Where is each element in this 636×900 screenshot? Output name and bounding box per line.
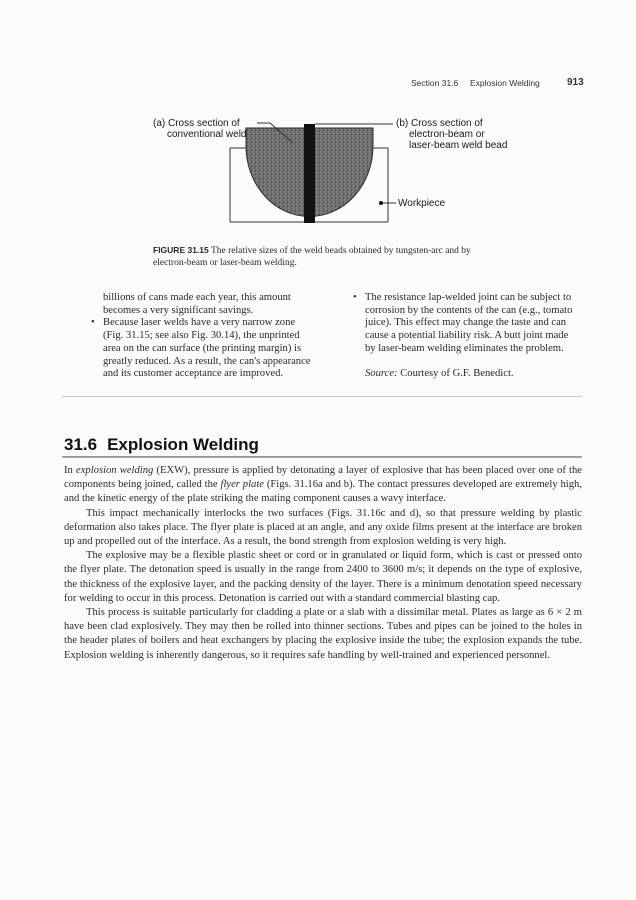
header-section: Section 31.6	[411, 78, 459, 88]
section-title: Explosion Welding	[107, 435, 259, 454]
section-rule	[62, 456, 582, 458]
box-left-column: billions of cans made each year, this amount becomes a very significant savings. • Because laser welds have a very narrow zone (Fig. 31.15; see also Fig. 30.14), the unprinted area on the can surface (the printing margin) is greatly reduced. As a result, the can's appearance and its customer acceptance are improved.	[103, 292, 321, 381]
caption-label: FIGURE 31.15	[153, 245, 209, 255]
beam-weld-bead	[304, 124, 315, 223]
label-a: (a) Cross section of conventional weld	[153, 118, 247, 140]
box-right-bullet: • The resistance lap-welded joint can be subject to corrosion by the contents of the can (e.g., tomato juice). This effect may change the taste and can cause a potential liability risk. A butt joint made by laser-beam welding eliminates the problem.	[353, 292, 573, 354]
section-number: 31.6	[64, 435, 98, 454]
body-text	[64, 464, 582, 663]
weld-bead-figure	[0, 0, 636, 240]
paragraph-4: This process is suitable particularly for cladding a plate or a slab with a dissimilar metal. Plates as large as 6 × 2 m have been clad explosively. They may then be rolled into thinner sections. Tubes and pipes can be joined to the holes in the header plates of boilers and heat exchangers by placing the explosive inside the tube; the explosion expands the tube. Explosion welding is inherently dangerous, so it requires safe handling by well-trained and experienced personnel.	[64, 607, 582, 661]
paragraph-1: In explosion welding (EXW), pressure is applied by detonating a layer of explosive that has been placed over one of the components being joined, called the flyer plate (Figs. 31.16a and b). The contact pressures developed are extremely high, and the kinetic energy of the plate striking the mating component causes a wavy interface.	[64, 465, 582, 505]
header-title: Explosion Welding	[470, 78, 540, 88]
section-heading	[64, 435, 259, 455]
box-left-bullet: • Because laser welds have a very narrow zone (Fig. 31.15; see also Fig. 30.14), the unprinted area on the can surface (the printing margin) is greatly reduced. As a result, the can's appearance and its customer acceptance are improved.	[91, 317, 311, 380]
paragraph-2: This impact mechanically interlocks the two surfaces (Figs. 31.16c and d), so that pressure welding by plastic deformation also takes place. The flyer plate is placed at an angle, and any oxide films present at the interface are broken up and propelled out of the interface. As a result, the bond strength from explosion welding is very high.	[64, 507, 582, 548]
label-b: (b) Cross section of electron-beam or laser-beam weld bead	[396, 118, 508, 151]
box-bottom-rule	[62, 396, 582, 397]
paragraph-3: The explosive may be a flexible plastic sheet or cord or in granulated or liquid form, which is cast or pressed onto the flyer plate. The detonation speed is usually in the range from 2400 to 3600 m/s; it depends on the type of explosive, the thickness of the explosive layer, and the packing density of the layer. There is a minimum denotation speed necessary for welding to occur in this process. Detonation is carried out with a standard commercial blasting cap.	[64, 550, 582, 604]
figure-caption: FIGURE 31.15 The relative sizes of the weld beads obtained by tungsten-arc and by electron-beam or laser-beam welding.	[153, 245, 471, 268]
box-source: Source: Courtesy of G.F. Benedict.	[365, 367, 514, 379]
workpiece-dot	[379, 201, 383, 205]
label-workpiece: Workpiece	[398, 198, 446, 209]
page-number: 913	[567, 77, 584, 88]
box-right-column	[353, 292, 585, 380]
